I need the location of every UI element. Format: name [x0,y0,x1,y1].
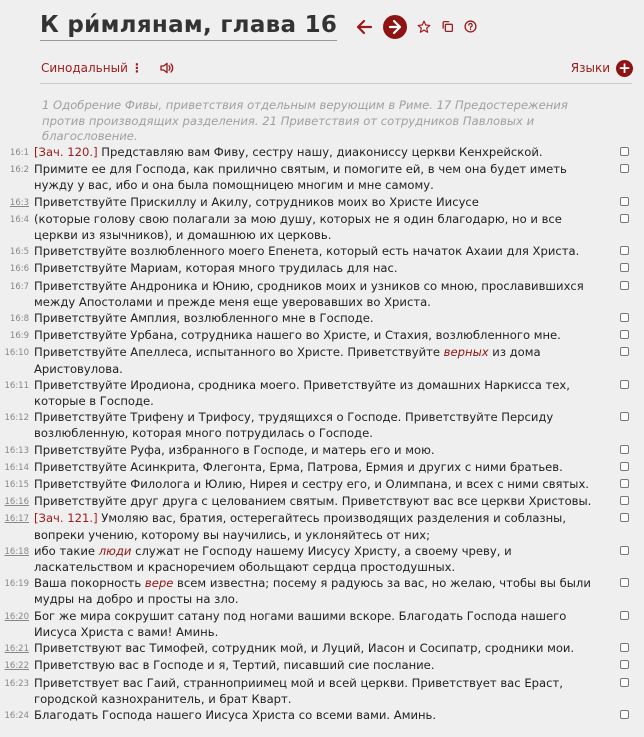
verse-checkbox[interactable] [620,281,629,290]
verse-number[interactable]: 16:23 [4,678,29,689]
verse-text [34,476,602,493]
verse-text [34,278,602,310]
reading-marker[interactable]: [Зач. 121.] [34,511,98,526]
verse-text-part: Приветствуйте Апеллеса, испытанного во Христе. Приветствуйте [34,345,444,360]
verse-number[interactable]: 16:5 [9,247,29,258]
verse-row[interactable] [0,543,644,575]
verse-number[interactable]: 16:14 [4,462,29,473]
help-icon[interactable] [464,20,477,33]
chapter-summary: 1 Одобрение Фивы, приветствия отдельным верующим в Риме. 17 Предостережения против производящих разделения. 21 Приветствия от сотрудников Павловых и благословение. [42,98,568,143]
verse-text [34,377,602,409]
verse-row[interactable] [0,377,644,409]
verse-text-part: служат не Господу нашему Иисусу Христу, а своему чреву, и ласкательством и красноречием обольщают сердца простодушных. [34,543,512,575]
verse-number[interactable]: 16:2 [9,165,29,176]
verse-text [34,459,602,476]
star-icon[interactable] [417,20,431,34]
verse-checkbox[interactable] [620,246,629,255]
verse-checkbox[interactable] [620,578,629,587]
copy-icon[interactable] [441,20,454,33]
verse-text-part: Приветствуйте Трифену и Трифосу, трудящихся о Господе. Приветствуйте Персиду возлюбленную, которая много потрудилась о Господе. [34,410,554,441]
verse-number[interactable]: 16:6 [9,264,29,275]
divider [40,83,632,84]
verse-row[interactable] [0,657,644,674]
verse-number[interactable]: 16:21 [4,644,29,655]
verse-row[interactable] [0,310,644,327]
verse-row[interactable] [0,510,644,542]
verse-number[interactable]: 16:17 [4,514,29,525]
verse-checkbox[interactable] [620,546,629,555]
verse-checkbox[interactable] [620,164,629,173]
verse-number[interactable]: 16:11 [4,380,29,391]
verse-row[interactable] [0,459,644,476]
verse-checkbox[interactable] [620,147,629,156]
verse-text [34,543,602,575]
verse-row[interactable] [0,409,644,441]
verse-number[interactable]: 16:18 [4,546,29,557]
verse-checkbox[interactable] [620,263,629,272]
verse-number[interactable]: 16:13 [4,445,29,456]
verse-number[interactable]: 16:9 [9,331,29,342]
verse-number[interactable]: 16:15 [4,480,29,491]
verse-row[interactable] [0,608,644,640]
verse-text [34,608,602,640]
verse-text-part: Умоляю вас, братия, остерегайтесь производящих разделения и соблазны, вопреки учению, которому вы научились, и уклоняйтесь от них; [34,511,567,542]
verse-text [34,243,602,260]
verse-text-part: Бог же мира сокрушит сатану под ногами вашими вскоре. Благодать Господа нашего Иисуса Христа с вами! Аминь. [34,608,567,639]
verse-text [34,344,602,376]
verse-number[interactable]: 16:3 [9,197,29,208]
reading-marker[interactable]: [Зач. 120.] [34,145,98,159]
header-icons [355,15,477,39]
prev-chapter-arrow-icon[interactable] [355,19,373,35]
verse-row[interactable] [0,640,644,657]
next-chapter-arrow-icon[interactable] [383,15,407,39]
verse-text [34,640,602,657]
verse-checkbox[interactable] [620,678,629,687]
verse-text-part: Приветствует вас Гаий, странноприимец мой и всей церкви. Приветствует вас Ераст, городской казнохранитель, и брат Кварт. [34,675,563,706]
plus-circle-icon: + [616,60,633,77]
verse-row[interactable] [0,144,644,161]
verse-row[interactable] [0,575,644,607]
italic-word: верных [443,345,489,360]
verse-text-part: Приветствую вас в Господе и я, Тертий, писавший сие послание. [34,658,435,673]
verse-number[interactable]: 16:7 [9,281,29,292]
languages-label: Языки [570,61,610,75]
verse-text [34,161,602,193]
verse-text [34,707,602,724]
verse-text [34,310,602,327]
verse-text-part: Приветствуйте возлюбленного моего Епенета, который есть начаток Ахаии для Христа. [34,244,580,259]
verse-text-part: Представляю вам Фиву, сестру нашу, диакониссу церкви Кенхрейской. [97,145,543,159]
verse-text-part: Приветствуйте Асинкрита, Флегонта, Ерма, Патрова, Ермия и других с ними братьев. [34,459,563,474]
verse-text-part: Приветствуйте Мариам, которая много трудилась для нас. [34,261,398,276]
verse-row[interactable] [0,194,644,211]
verse-row[interactable] [0,327,644,344]
verse-text-part: Приветствуйте Иродиона, сродника моего. Приветствуйте из домашних Наркисса тех, которые в Господе. [34,377,570,409]
verse-checkbox[interactable] [620,513,629,522]
verse-text [34,493,602,510]
verse-row[interactable] [0,260,644,277]
verse-number[interactable]: 16:22 [4,661,29,672]
verse-text [34,657,602,674]
verse-row[interactable] [0,278,644,310]
verse-checkbox[interactable] [620,214,629,223]
verse-row[interactable] [0,707,644,724]
verse-checkbox[interactable] [620,710,629,719]
verse-row[interactable] [0,344,644,376]
verse-text [34,575,602,607]
translation-selector[interactable]: Синодальный [41,61,128,75]
speaker-icon[interactable] [159,61,175,75]
verse-number[interactable]: 16:16 [4,497,29,508]
verse-text-part: Приветствуйте друг друга с целованием святым. Приветствуют вас все церкви Христовы. [34,494,592,509]
verse-text-part: Приветствуйте Руфа, избранного в Господе, и матерь его и мою. [34,442,435,457]
italic-word: люди [98,543,132,558]
verse-row[interactable] [0,161,644,193]
verse-text-part: (которые голову свою полагали за мою душу, которых не я один благодарю, но и все церкви из язычников), и домашнюю их церковь. [34,211,562,243]
verse-checkbox[interactable] [620,380,629,389]
verse-number[interactable]: 16:10 [4,348,29,359]
verse-number[interactable]: 16:1 [9,148,29,158]
verse-number[interactable]: 16:19 [4,579,29,590]
verse-text-part: Ваша покорность [34,576,145,591]
verse-checkbox[interactable] [620,347,629,356]
verse-text [34,260,602,277]
verse-checkbox[interactable] [620,313,629,322]
verse-list [0,144,644,724]
italic-word: вере [144,576,174,591]
verse-text-part: Приветствуйте Андроника и Юнию, сродников моих и узников со мною, прославившихся между Апостолами и прежде меня еще уверовавших во Христа. [34,278,584,309]
verse-number[interactable]: 16:4 [9,214,29,225]
verse-checkbox[interactable] [620,643,629,652]
verse-text [34,409,602,441]
verse-row[interactable] [0,675,644,707]
toolbar [41,58,633,78]
verse-text-part: Приветствуйте Амплия, возлюбленного мне в Господе. [34,311,374,326]
verse-text [34,194,602,211]
verse-text-part: Примите ее для Господа, как прилично святым, и помогите ей, в чем она будет иметь нужду у вас, ибо и она была помощницею многим и мне самому. [34,162,567,193]
verse-text-part: Благодать Господа нашего Иисуса Христа со всеми вами. Аминь. [34,707,437,722]
verse-text-part: из дома Аристовулова. [34,345,541,376]
page-title: К ри́млянам, глава 16 [40,12,337,41]
verse-text [34,675,602,707]
header [40,12,477,41]
verse-text [34,211,602,243]
kebab-menu-icon[interactable]: ⋮ [130,61,143,75]
verse-number[interactable]: 16:20 [4,611,29,622]
verse-number[interactable]: 16:8 [9,314,29,325]
verse-checkbox[interactable] [620,479,629,488]
verse-row[interactable] [0,211,644,243]
verse-number[interactable]: 16:24 [4,710,29,721]
verse-checkbox[interactable] [620,462,629,471]
verse-text-part: Приветствуйте Филолога и Юлию, Нирея и сестру его, и Олимпана, и всех с ними святых. [34,477,589,492]
verse-checkbox[interactable] [620,496,629,505]
verse-checkbox[interactable] [620,330,629,339]
verse-text-part: ибо такие [34,543,99,558]
verse-row[interactable] [0,493,644,510]
verse-text [34,327,602,344]
verse-row[interactable] [0,243,644,260]
verse-text-part: Приветствуйте Урбана, сотрудника нашего во Христе, и Стахия, возлюбленного мне. [34,328,561,343]
verse-text [34,510,602,542]
verse-row[interactable] [0,476,644,493]
verse-number[interactable]: 16:12 [4,413,29,424]
verse-text-part: Приветствуйте Прискиллу и Акилу, сотрудников моих во Христе Иисусе [34,194,479,209]
verse-checkbox[interactable] [620,445,629,454]
verse-checkbox[interactable] [620,197,629,206]
verse-row[interactable] [0,442,644,459]
verse-text [34,144,602,161]
languages-button[interactable] [571,60,633,77]
verse-text-part: всем известна; посему я радуюсь за вас, но желаю, чтобы вы были мудры на добро и просты на зло. [34,576,591,607]
verse-text-part: Приветствуют вас Тимофей, сотрудник мой, и Луций, Иасон и Сосипатр, сродники мои. [34,641,575,656]
verse-checkbox[interactable] [620,611,629,620]
verse-checkbox[interactable] [620,660,629,669]
verse-text [34,442,602,459]
verse-checkbox[interactable] [620,412,629,421]
